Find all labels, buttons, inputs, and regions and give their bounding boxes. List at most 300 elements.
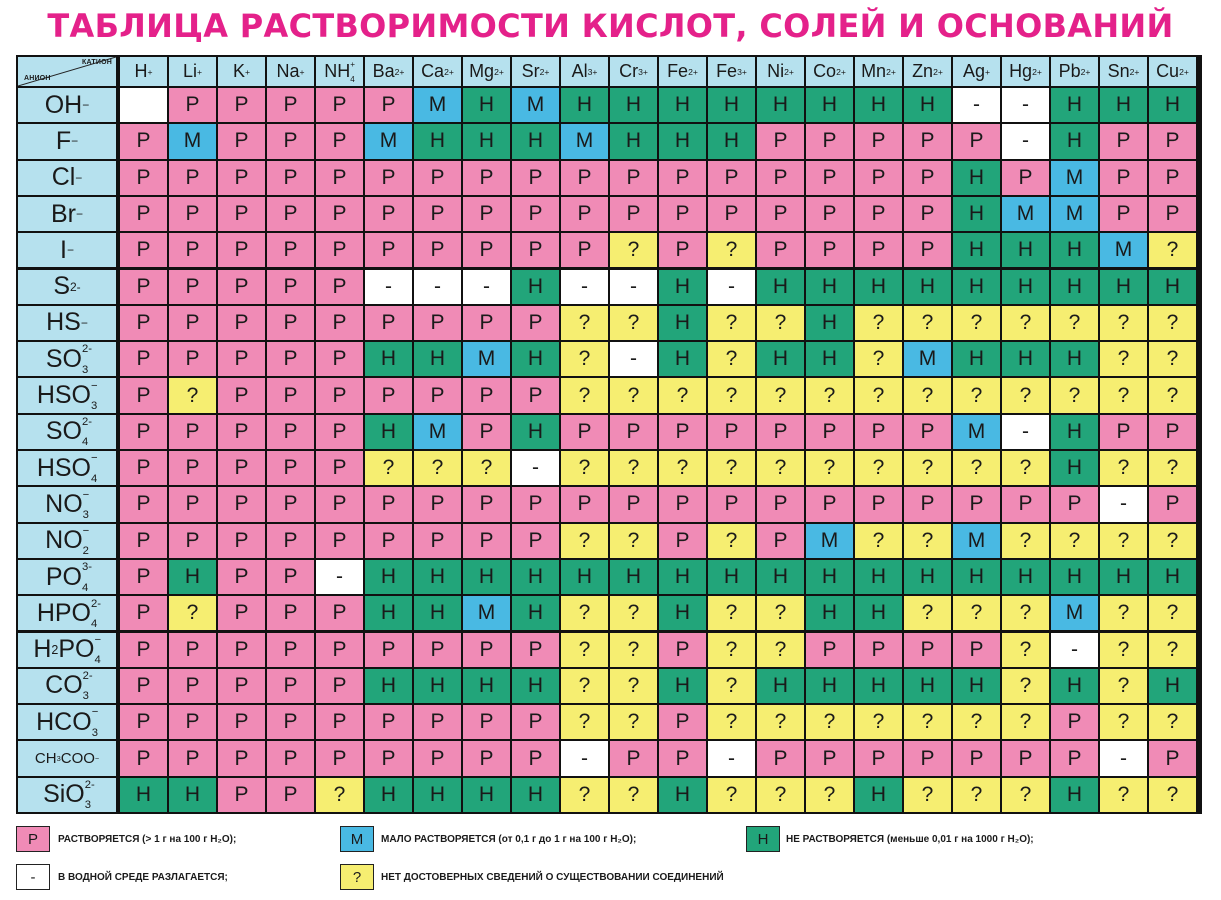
solubility-value: Р [185, 419, 200, 443]
solubility-cell [316, 487, 363, 521]
solubility-cell [757, 524, 804, 558]
solubility-value: ? [970, 601, 983, 625]
ion-base: SO [45, 417, 82, 446]
solubility-cell [659, 778, 706, 812]
solubility-cell [120, 161, 167, 195]
solubility-cell [757, 378, 804, 412]
solubility-cell [414, 487, 461, 521]
solubility-cell [316, 705, 363, 739]
anion-header: HS − [18, 306, 116, 340]
solubility-cell [659, 197, 706, 231]
anion-header [18, 451, 116, 485]
solubility-value: Р [479, 710, 494, 734]
solubility-cell [855, 741, 902, 775]
solubility-value: - [630, 347, 637, 371]
solubility-value: Н [1164, 673, 1181, 697]
solubility-cell [708, 669, 755, 703]
solubility-value: Р [1165, 492, 1180, 516]
solubility-cell [316, 124, 363, 158]
solubility-table [16, 55, 1202, 814]
solubility-cell [561, 741, 608, 775]
solubility-cell [120, 270, 167, 304]
ion-base: Fe [716, 61, 738, 81]
solubility-value: Р [920, 202, 935, 226]
solubility-value: Р [773, 746, 788, 770]
ion-charge-stack [82, 488, 90, 521]
solubility-cell [463, 270, 510, 304]
solubility-cell [1002, 88, 1049, 122]
cation-header: Ba 2+ [365, 57, 412, 86]
ion-charge: − [82, 488, 90, 501]
solubility-value: Р [773, 129, 788, 153]
ion-base: Pb [1058, 61, 1081, 81]
solubility-value: Р [920, 492, 935, 516]
solubility-value: Р [430, 710, 445, 734]
solubility-value: Н [674, 129, 691, 153]
solubility-cell [904, 524, 951, 558]
solubility-cell [463, 705, 510, 739]
solubility-value: Р [283, 782, 298, 806]
solubility-cell [1100, 451, 1147, 485]
solubility-cell [1149, 161, 1196, 195]
solubility-cell [561, 233, 608, 267]
solubility-cell [512, 88, 559, 122]
solubility-value: Р [283, 746, 298, 770]
solubility-value: Р [283, 710, 298, 734]
solubility-value: ? [725, 673, 738, 697]
solubility-cell [512, 705, 559, 739]
solubility-value: ? [1166, 310, 1179, 334]
solubility-value: Н [821, 673, 838, 697]
solubility-cell [561, 596, 608, 630]
solubility-value: Н [380, 419, 397, 443]
corner-label-cation: КАТИОН [82, 59, 112, 66]
solubility-value: Р [136, 528, 151, 552]
solubility-value: ? [1166, 383, 1179, 407]
cation-header: Ag + [953, 57, 1000, 86]
solubility-cell [120, 596, 167, 630]
solubility-value: Н [1066, 274, 1083, 298]
solubility-cell [316, 197, 363, 231]
solubility-cell [708, 415, 755, 449]
solubility-value: ? [872, 383, 885, 407]
solubility-cell [1051, 233, 1098, 267]
solubility-cell [806, 161, 853, 195]
solubility-cell [757, 270, 804, 304]
solubility-cell [1002, 778, 1049, 812]
solubility-cell [365, 161, 412, 195]
solubility-cell [757, 451, 804, 485]
solubility-value: Н [968, 165, 985, 189]
solubility-value: Р [381, 637, 396, 661]
solubility-cell [904, 342, 951, 376]
solubility-cell [1149, 124, 1196, 158]
ion-base: Mn [861, 61, 887, 81]
solubility-value: Р [626, 419, 641, 443]
solubility-value: Н [723, 129, 740, 153]
solubility-cell [1100, 778, 1147, 812]
solubility-value: ? [774, 383, 787, 407]
ion-charge: − [91, 706, 99, 719]
solubility-cell [218, 669, 265, 703]
ion-base: PO [45, 562, 82, 591]
solubility-value: Н [527, 347, 544, 371]
solubility-value: ? [823, 383, 836, 407]
solubility-value: Р [234, 310, 249, 334]
solubility-value: Н [1066, 347, 1083, 371]
solubility-value: ? [627, 601, 640, 625]
solubility-cell [708, 633, 755, 667]
solubility-cell [1149, 487, 1196, 521]
solubility-cell [855, 487, 902, 521]
solubility-cell [953, 633, 1000, 667]
ion-base: HSO [36, 453, 91, 482]
solubility-cell [610, 741, 657, 775]
solubility-value: Р [234, 637, 249, 661]
solubility-cell [1051, 88, 1098, 122]
solubility-value: Р [822, 129, 837, 153]
solubility-value: Р [626, 165, 641, 189]
solubility-value: ? [1117, 310, 1130, 334]
solubility-value: ? [627, 673, 640, 697]
solubility-cell [218, 633, 265, 667]
solubility-cell [708, 705, 755, 739]
ion-charge: 2- [84, 779, 95, 792]
ion-base: Al [571, 61, 588, 81]
solubility-cell [953, 415, 1000, 449]
ion-subscript: 3 [84, 799, 92, 812]
ion-base: Co [813, 61, 837, 81]
legend-description: НЕ РАСТВОРЯЕТСЯ (меньше 0,01 г на 1000 г H₂O); [786, 834, 1034, 845]
solubility-cell [1149, 633, 1196, 667]
anion-header: I − [18, 233, 116, 267]
solubility-cell [218, 197, 265, 231]
solubility-value: Н [968, 347, 985, 371]
solubility-value: - [483, 274, 490, 298]
solubility-value: Н [821, 310, 838, 334]
solubility-cell [463, 124, 510, 158]
solubility-value: ? [725, 238, 738, 262]
solubility-cell [659, 306, 706, 340]
solubility-value: Р [381, 238, 396, 262]
solubility-cell [904, 197, 951, 231]
solubility-value: Р [626, 746, 641, 770]
solubility-value: Р [185, 456, 200, 480]
solubility-value: Р [136, 565, 151, 589]
legend-description: МАЛО РАСТВОРЯЕТСЯ (от 0,1 г до 1 г на 100 г H₂O); [381, 834, 637, 845]
solubility-value: Н [1066, 673, 1083, 697]
solubility-cell [757, 88, 804, 122]
solubility-cell [904, 778, 951, 812]
solubility-value: Н [919, 565, 936, 589]
solubility-cell [512, 560, 559, 594]
solubility-cell [365, 778, 412, 812]
solubility-cell [953, 524, 1000, 558]
solubility-cell [1149, 197, 1196, 231]
solubility-value: Р [332, 347, 347, 371]
ion-subscript: 4 [91, 472, 98, 485]
solubility-value: Н [870, 782, 887, 806]
solubility-value: Р [969, 129, 984, 153]
solubility-value: Р [1116, 129, 1131, 153]
solubility-cell [120, 487, 167, 521]
solubility-value: Р [528, 383, 543, 407]
solubility-cell [806, 524, 853, 558]
solubility-cell [267, 451, 314, 485]
ion-charge: − [91, 452, 98, 465]
solubility-cell [757, 633, 804, 667]
solubility-cell [218, 161, 265, 195]
solubility-cell [120, 378, 167, 412]
solubility-cell [218, 124, 265, 158]
solubility-cell [1002, 705, 1049, 739]
solubility-cell [1051, 633, 1098, 667]
ion-charge-stack [81, 561, 92, 594]
solubility-cell [120, 778, 167, 812]
solubility-cell [561, 88, 608, 122]
solubility-value: - [728, 274, 735, 298]
solubility-value: Р [234, 456, 249, 480]
solubility-cell [267, 306, 314, 340]
ion-subscript: 4 [94, 654, 101, 667]
ion-charge: 2- [81, 416, 92, 429]
solubility-value: ? [823, 710, 836, 734]
solubility-cell [463, 415, 510, 449]
solubility-value: ? [725, 637, 738, 661]
solubility-value: М [1065, 202, 1084, 226]
solubility-cell [806, 741, 853, 775]
solubility-cell [365, 633, 412, 667]
solubility-value: ? [578, 310, 591, 334]
ion-subscript: 2 [82, 545, 89, 558]
solubility-cell [120, 233, 167, 267]
solubility-cell [267, 669, 314, 703]
solubility-cell [463, 451, 510, 485]
cation-header: Li + [169, 57, 216, 86]
solubility-cell [561, 197, 608, 231]
solubility-cell [1051, 270, 1098, 304]
solubility-cell [904, 233, 951, 267]
solubility-value: Н [968, 202, 985, 226]
solubility-cell [365, 378, 412, 412]
solubility-value: ? [1019, 528, 1032, 552]
solubility-value: Р [283, 565, 298, 589]
solubility-cell [855, 306, 902, 340]
solubility-cell [414, 741, 461, 775]
solubility-value: Н [380, 673, 397, 697]
solubility-value: Р [528, 310, 543, 334]
solubility-cell [1149, 669, 1196, 703]
solubility-cell [169, 233, 216, 267]
solubility-cell [659, 378, 706, 412]
solubility-cell [463, 669, 510, 703]
solubility-cell [561, 487, 608, 521]
solubility-value: Н [380, 782, 397, 806]
solubility-value: Р [479, 746, 494, 770]
ion-base: H [33, 635, 52, 664]
solubility-value: Р [528, 202, 543, 226]
solubility-value: Р [822, 746, 837, 770]
solubility-cell [267, 778, 314, 812]
solubility-value: Н [184, 782, 201, 806]
solubility-value: Н [821, 565, 838, 589]
solubility-value: Р [724, 492, 739, 516]
solubility-cell [561, 161, 608, 195]
solubility-value: Н [429, 129, 446, 153]
solubility-value: Р [430, 165, 445, 189]
solubility-value: ? [823, 782, 836, 806]
solubility-cell [512, 124, 559, 158]
legend-symbol: Р [27, 830, 38, 848]
solubility-value: ? [921, 782, 934, 806]
solubility-value: Р [773, 419, 788, 443]
solubility-value: Н [772, 565, 789, 589]
anion-header: S 2- [18, 270, 116, 304]
solubility-cell [757, 669, 804, 703]
solubility-value: Р [1165, 746, 1180, 770]
solubility-cell [659, 451, 706, 485]
solubility-cell [757, 197, 804, 231]
solubility-value: Р [136, 637, 151, 661]
solubility-cell [806, 633, 853, 667]
solubility-cell [1002, 233, 1049, 267]
solubility-cell [1100, 633, 1147, 667]
solubility-value: Н [527, 601, 544, 625]
solubility-cell [169, 778, 216, 812]
solubility-cell [1100, 306, 1147, 340]
ion-base: NO [45, 489, 83, 518]
solubility-cell [1051, 705, 1098, 739]
solubility-value: Н [870, 274, 887, 298]
solubility-value: Р [332, 528, 347, 552]
solubility-value: Р [234, 528, 249, 552]
solubility-value: Р [528, 746, 543, 770]
solubility-cell [855, 524, 902, 558]
solubility-cell [1002, 378, 1049, 412]
solubility-cell [610, 342, 657, 376]
solubility-cell [561, 415, 608, 449]
cation-header: Cr 3+ [610, 57, 657, 86]
legend-swatch [746, 826, 780, 852]
solubility-value: ? [872, 310, 885, 334]
solubility-cell [708, 487, 755, 521]
ion-base: Mg [469, 61, 495, 81]
solubility-cell [1100, 705, 1147, 739]
solubility-cell [512, 633, 559, 667]
solubility-value: Н [478, 673, 495, 697]
anion-header [18, 633, 116, 667]
solubility-cell [267, 741, 314, 775]
solubility-value: ? [921, 710, 934, 734]
solubility-cell [806, 415, 853, 449]
solubility-cell [1051, 741, 1098, 775]
solubility-value: Н [674, 565, 691, 589]
solubility-cell [953, 560, 1000, 594]
solubility-cell [855, 378, 902, 412]
solubility-cell [1002, 161, 1049, 195]
solubility-cell [659, 342, 706, 376]
solubility-cell [855, 415, 902, 449]
solubility-value: ? [725, 456, 738, 480]
solubility-value: Р [479, 383, 494, 407]
solubility-cell [708, 378, 755, 412]
solubility-value: Р [479, 202, 494, 226]
solubility-cell [1100, 88, 1147, 122]
solubility-value: Н [527, 565, 544, 589]
solubility-value: М [183, 129, 202, 153]
solubility-cell [806, 233, 853, 267]
solubility-cell [708, 197, 755, 231]
solubility-cell [169, 306, 216, 340]
solubility-value: Н [919, 673, 936, 697]
anion-header: Br − [18, 197, 116, 231]
solubility-value: Р [185, 202, 200, 226]
solubility-cell [610, 524, 657, 558]
solubility-cell [267, 233, 314, 267]
solubility-value: Р [381, 202, 396, 226]
solubility-value: Р [136, 710, 151, 734]
anion-header [18, 778, 116, 812]
solubility-cell [757, 306, 804, 340]
solubility-value: Р [577, 419, 592, 443]
solubility-cell [561, 705, 608, 739]
solubility-value: Р [871, 637, 886, 661]
solubility-cell [1002, 596, 1049, 630]
solubility-value: Н [821, 601, 838, 625]
solubility-cell [561, 306, 608, 340]
solubility-cell [1002, 415, 1049, 449]
solubility-value: Н [527, 673, 544, 697]
solubility-value: Р [871, 165, 886, 189]
solubility-value: Н [1017, 238, 1034, 262]
ion-charge-stack [91, 597, 102, 630]
solubility-cell [463, 197, 510, 231]
solubility-cell [904, 560, 951, 594]
solubility-cell [1002, 560, 1049, 594]
solubility-value: ? [725, 310, 738, 334]
solubility-value: М [526, 93, 545, 117]
solubility-cell [561, 560, 608, 594]
solubility-cell [169, 596, 216, 630]
solubility-cell [267, 524, 314, 558]
solubility-value: Р [1018, 746, 1033, 770]
solubility-value: Р [332, 673, 347, 697]
solubility-cell [1051, 124, 1098, 158]
solubility-cell [855, 560, 902, 594]
solubility-cell [904, 669, 951, 703]
solubility-value: ? [578, 782, 591, 806]
solubility-cell [757, 596, 804, 630]
solubility-cell [1002, 270, 1049, 304]
solubility-value: Р [773, 528, 788, 552]
solubility-value: М [918, 347, 937, 371]
solubility-value: Р [528, 492, 543, 516]
solubility-value: Р [332, 601, 347, 625]
solubility-cell [365, 270, 412, 304]
solubility-cell [953, 487, 1000, 521]
solubility-cell [1051, 342, 1098, 376]
solubility-cell [1100, 161, 1147, 195]
solubility-value: М [428, 93, 447, 117]
solubility-value: М [477, 601, 496, 625]
solubility-value: ? [1166, 782, 1179, 806]
solubility-value: Р [577, 202, 592, 226]
solubility-value: Р [136, 310, 151, 334]
solubility-cell [904, 415, 951, 449]
solubility-cell [610, 596, 657, 630]
solubility-cell [904, 306, 951, 340]
solubility-value: ? [823, 456, 836, 480]
